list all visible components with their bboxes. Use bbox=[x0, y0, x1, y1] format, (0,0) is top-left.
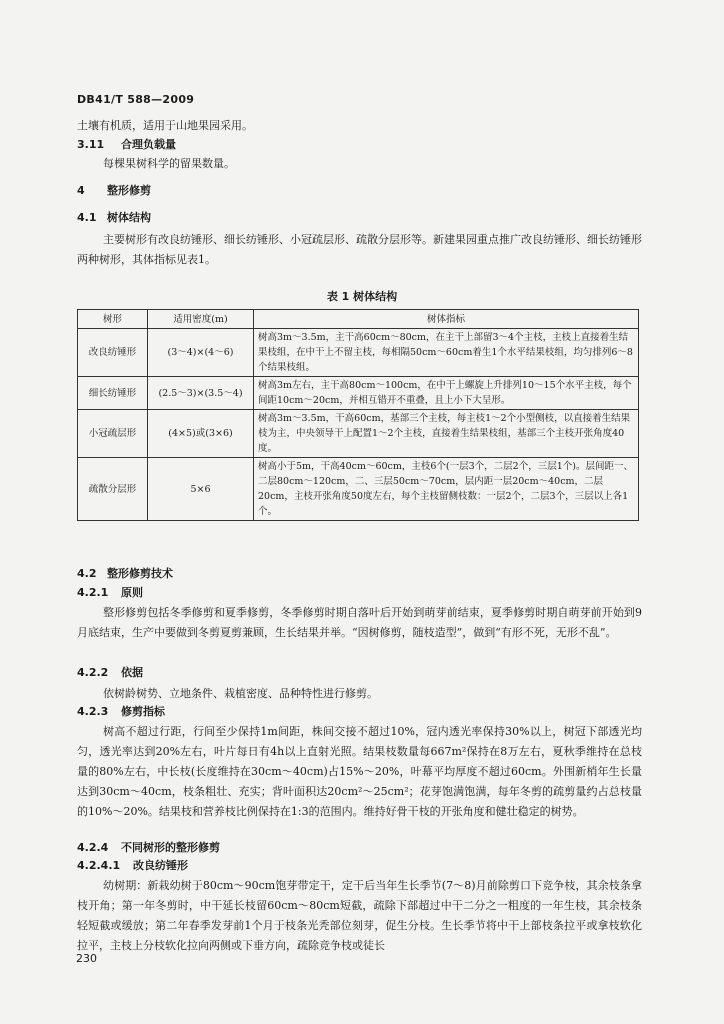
section-number: 4 bbox=[77, 184, 85, 197]
section-number: 4.2.2 bbox=[77, 666, 109, 679]
section-number: 4.2.4 bbox=[77, 841, 109, 854]
section-number: 4.2.1 bbox=[77, 586, 109, 599]
cell-indicators: 树高3m～3.5m，干高60cm，基部三个主枝，每主枝1～2个小型侧枝，以直接着生结果枝为主，中央领导干上配置1～2个主枝，直接着生结果枝组，基部三个主枝开张角度40度。 bbox=[254, 410, 639, 458]
cell-tree-form: 细长纺锤形 bbox=[78, 377, 148, 410]
section-title: 整形修剪技术 bbox=[107, 567, 173, 580]
heading-4-2-4 bbox=[77, 840, 220, 856]
heading-3-11 bbox=[77, 137, 176, 153]
heading-4-2-4-1 bbox=[77, 858, 188, 874]
section-number: 4.2 bbox=[77, 567, 97, 580]
section-number: 3.11 bbox=[77, 138, 105, 151]
section-title: 依据 bbox=[121, 666, 143, 679]
cell-tree-form: 改良纺锤形 bbox=[78, 329, 148, 377]
section-title: 整形修剪 bbox=[107, 184, 151, 197]
intro-line: 土壤有机质，适用于山地果园采用。 bbox=[77, 119, 253, 132]
table-row bbox=[78, 458, 639, 521]
section-number: 4.1 bbox=[77, 211, 97, 224]
table-header-row bbox=[78, 310, 639, 329]
table-row bbox=[78, 410, 639, 458]
heading-4-1 bbox=[77, 210, 151, 226]
cell-density: (4×5)或(3×6) bbox=[148, 410, 254, 458]
table-row bbox=[78, 377, 639, 410]
cell-indicators: 树高3m左右，主干高80cm～100cm，在中干上螺旋上升排列10～15个水平主枝，每个间距10cm～20cm，并相互错开不重叠，且上小下大呈形。 bbox=[254, 377, 639, 410]
heading-4-2-3 bbox=[77, 704, 165, 720]
paragraph-4-2-3: 树高不超过行距，行间至少保持1m间距，株间交接不超过10%，冠内透光率保持30%以上，树冠下部透光均匀，透光率达到20%左右，叶片每日有4h以上直射光照。结果枝数量每667m²保持在8万左右，夏秋季维持在总枝量的80%左右，中长枝(长度维持在30cm～40cm)占15%～20%，叶幕平均厚度不超过60cm。外围新梢年生长量达到30cm～40cm，枝条粗壮、充实；背叶面积达20cm²～25cm²；花芽饱满饱满，每年冬剪的疏剪量约占总枝量的10%～20%。结果枝和营养枝比例保持在1:3的范围内。维持好骨干枝的开张角度和健壮稳定的树势。 bbox=[77, 725, 642, 818]
cell-indicators: 树高小于5m，干高40cm～60cm，主枝6个(一层3个，二层2个，三层1个)。层间距一、二层80cm～120cm，二、三层50cm～70cm，层内距一层20cm～40cm，二层20cm，主枝开张角度50度左右，每个主枝留侧枝数：一层2个，二层3个，三层以上各1个。 bbox=[254, 458, 639, 521]
paragraph-4-1: 主要树形有改良纺锤形、细长纺锤形、小冠疏层形、疏散分层形等。新建果园重点推广改良纺锤形、细长纺锤形两种树形，其体指标见表1。 bbox=[77, 233, 642, 266]
table-row bbox=[78, 329, 639, 377]
paragraph-4-2-2: 依树龄树势、立地条件、栽植密度、品种特性进行修剪。 bbox=[103, 687, 378, 700]
section-title: 改良纺锤形 bbox=[133, 859, 188, 872]
cell-tree-form: 小冠疏层形 bbox=[78, 410, 148, 458]
heading-4 bbox=[77, 183, 151, 199]
section-title: 树体结构 bbox=[107, 211, 151, 224]
section-title: 原则 bbox=[121, 586, 143, 599]
section-title: 修剪指标 bbox=[121, 705, 165, 718]
heading-4-2 bbox=[77, 566, 173, 582]
cell-indicators: 树高3m～3.5m，主干高60cm～80cm，在主干上部留3～4个主枝，主枝上直接着生结果枝组，在中干上不留主枝，每相隔50cm～60cm着生1个水平结果枝组，均匀排列6～8个结果枝组。 bbox=[254, 329, 639, 377]
header-indicators: 树体指标 bbox=[254, 310, 639, 329]
heading-4-2-2 bbox=[77, 665, 143, 681]
section-number: 4.2.4.1 bbox=[77, 859, 121, 872]
page-number: 230 bbox=[76, 952, 97, 965]
cell-tree-form: 疏散分层形 bbox=[78, 458, 148, 521]
table-caption: 表 1 树体结构 bbox=[326, 290, 398, 303]
section-title: 不同树形的整形修剪 bbox=[121, 841, 220, 854]
paragraph-4-2-4-1: 幼树期：新栽幼树于80cm～90cm饱芽带定干，定干后当年生长季节(7～8)月前除剪口下竞争枝，其余枝条拿枝开角；第一年冬剪时，中干延长枝留60cm～80cm短截，疏除下部超过中干二分之一粗度的一年生枝，其余枝条轻短截或缓放；第二年春季发芽前1个月于枝条光秃部位刻芽，促生分枝。生长季节将中干上部枝条拉平或拿枝软化拉平，主枝上分枝软化拉向两侧或下垂方向，疏除竞争枝或徒长 bbox=[77, 879, 642, 952]
header-density: 适用密度(m) bbox=[148, 310, 254, 329]
header-tree-form: 树形 bbox=[78, 310, 148, 329]
section-title: 合理负载量 bbox=[121, 138, 176, 151]
paragraph-3-11: 每棵果树科学的留果数量。 bbox=[103, 157, 235, 170]
standard-number: DB41/T 588—2009 bbox=[77, 93, 195, 106]
paragraph-4-2-1: 整形修剪包括冬季修剪和夏季修剪，冬季修剪时期自落叶后开始到萌芽前结束，夏季修剪时期自萌芽前开始到9月底结束，生产中要做到冬剪夏剪兼顾，生长结果并举。“因树修剪，随枝造型”，做到“有形不死，无形不乱”。 bbox=[77, 606, 642, 639]
heading-4-2-1 bbox=[77, 585, 143, 601]
cell-density: (3～4)×(4～6) bbox=[148, 329, 254, 377]
tree-structure-table bbox=[77, 309, 639, 521]
cell-density: 5×6 bbox=[148, 458, 254, 521]
section-number: 4.2.3 bbox=[77, 705, 109, 718]
cell-density: (2.5～3)×(3.5～4) bbox=[148, 377, 254, 410]
